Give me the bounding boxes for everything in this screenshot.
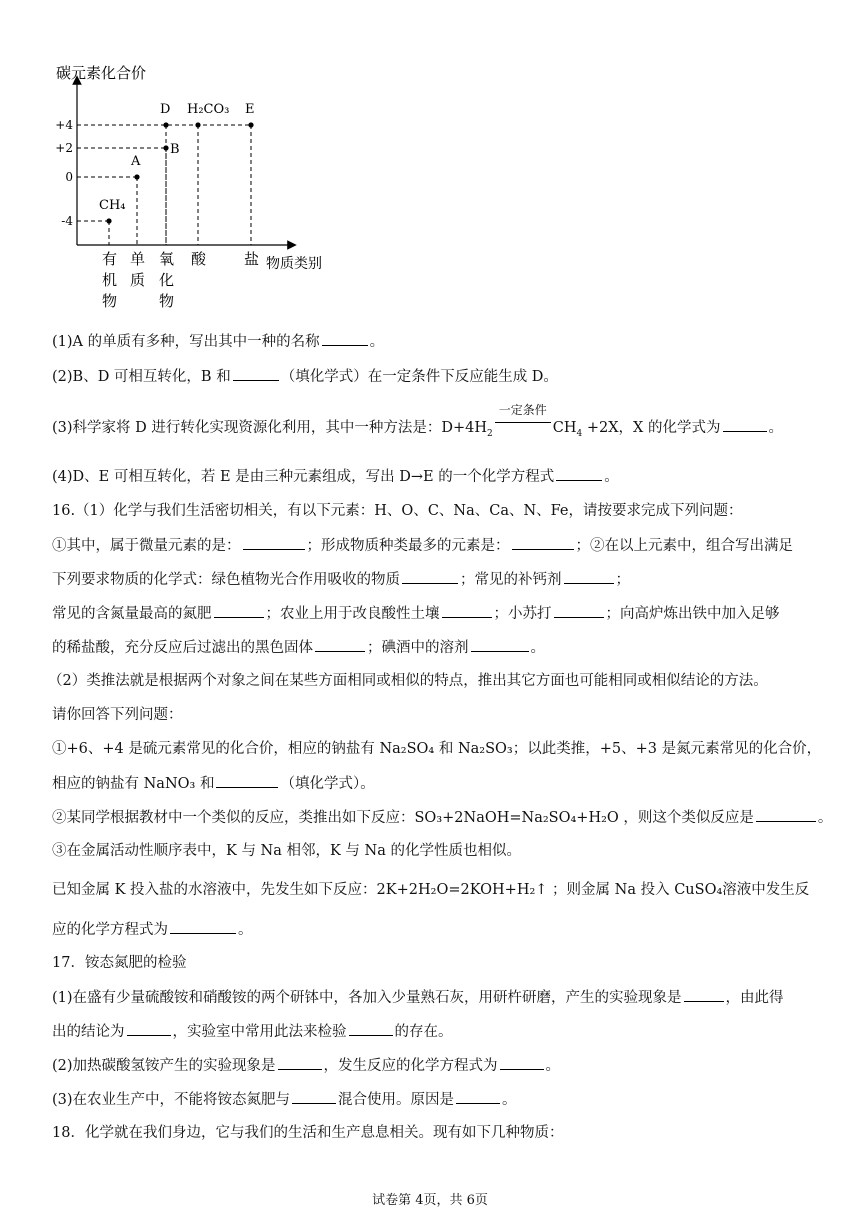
y-axis-title: 碳元素化合价 — [56, 64, 147, 82]
q16-line11: ③在金属活动性顺序表中，K 与 Na 相邻，K 与 Na 的化学性质也相似。 — [52, 843, 521, 859]
valence-category-chart — [40, 60, 380, 320]
data-point — [163, 145, 168, 150]
q16-line10: ②某同学根据教材中一个类似的反应，类推出如下反应：SO₃+2NaOH=Na₂SO₄+H₂O ，则这个类似反应是 。 — [52, 807, 820, 828]
point-label: E — [245, 102, 255, 117]
q15-part1: (1)A 的单质有多种，写出其中一种的名称 。 — [52, 331, 820, 352]
x-category-char: 物 — [102, 292, 118, 310]
x-category-char: 机 — [102, 271, 118, 289]
q16-line3: 下列要求物质的化学式：绿色植物光合作用吸收的物质 ；常见的补钙剂 ； — [52, 569, 820, 590]
x-category-char: 盐 — [244, 250, 260, 268]
x-category-char: 氧 — [159, 250, 175, 268]
data-point — [248, 122, 253, 127]
q16-line2: ①其中，属于微量元素的是： ；形成物质种类最多的元素是： ；②在以上元素中，组合写出满足 — [52, 535, 820, 556]
data-point — [195, 122, 200, 127]
data-point — [163, 122, 168, 127]
q17-line2: 出的结论为 ，实验室中常用此法来检验 的存在。 — [52, 1021, 820, 1042]
page-footer: 试卷第 4页，共 6页 — [372, 1193, 488, 1208]
point-label: H₂CO₃ — [187, 102, 230, 117]
q15-part3: (3)科学家将 D 进行转化实现资源化利用，其中一种方法是：$D+4H_2$ 一定条件 $CH_4 +2X$，X 的化学式为 。 — [52, 403, 783, 439]
y-tick-label: +2 — [55, 141, 73, 155]
q15-part4: (4)D、E 可相互转化，若 E 是由三种元素组成，写出 D→E 的一个化学方程式 。 — [52, 466, 820, 487]
x-category-char: 质 — [130, 271, 146, 289]
x-axis-title: 物质类别 — [266, 256, 322, 272]
y-tick-label: 0 — [65, 170, 73, 184]
data-point — [134, 174, 139, 179]
point-label: A — [131, 154, 141, 169]
y-tick-label: -4 — [61, 214, 73, 228]
x-category-char: 酸 — [191, 250, 207, 268]
q16-line6: （2）类推法就是根据两个对象之间在某些方面相同或相似的特点，推出其它方面也可能相同或相似结论的方法。 — [48, 673, 768, 689]
q16-line12: 已知金属 K 投入盐的水溶液中，先发生如下反应：2K+2H₂O=2KOH+H₂↑ ；则金属 Na 投入 CuSO₄溶液中发生反 — [52, 882, 810, 898]
q17-line3: (2)加热碳酸氢铵产生的实验现象是 ，发生反应的化学方程式为 。 — [52, 1055, 820, 1076]
point-label: B — [170, 142, 180, 157]
x-category-char: 化 — [159, 271, 175, 289]
data-point — [106, 218, 111, 223]
q17-title: 17．铵态氮肥的检验 — [52, 955, 187, 971]
x-category-char: 物 — [159, 292, 175, 310]
y-tick-label: +4 — [55, 118, 73, 132]
x-category-char: 单 — [130, 250, 146, 268]
q16-line7: 请你回答下列问题： — [52, 707, 183, 723]
q17-line4: (3)在农业生产中，不能将铵态氮肥与 混合使用。原因是 。 — [52, 1089, 820, 1110]
q16-line1: 16.（1）化学与我们生活密切相关，有以下元素：H、O、C、Na、Ca、N、Fe，请按要求完成下列问题： — [52, 503, 743, 519]
q16-line9: 相应的钠盐有 NaNO₃ 和 （填化学式）。 — [52, 773, 820, 794]
condition-arrow: 一定条件 — [493, 412, 553, 432]
q17-line1: (1)在盛有少量硫酸铵和硝酸铵的两个研钵中，各加入少量熟石灰，用研杵研磨，产生的实验现象是 ，由此得 — [52, 987, 820, 1008]
q16-line4: 常见的含氮量最高的氮肥 ；农业上用于改良酸性土壤 ；小苏打 ；向高炉炼出铁中加入足够 — [52, 603, 820, 624]
q18-line1: 18．化学就在我们身边，它与我们的生活和生产息息相关。现有如下几种物质： — [52, 1125, 564, 1141]
point-label: D — [160, 102, 171, 117]
q16-line13: 应的化学方程式为 。 — [52, 919, 820, 940]
x-category-char: 有 — [102, 250, 118, 268]
q15-part2: (2)B、D 可相互转化，B 和 （填化学式）在一定条件下反应能生成 D。 — [52, 366, 820, 387]
q16-line5: 的稀盐酸，充分反应后过滤出的黑色固体 ；碘酒中的溶剂 。 — [52, 637, 820, 658]
q16-line8: ①+6、+4 是硫元素常见的化合价，相应的钠盐有 Na₂SO₄ 和 Na₂SO₃；以此类推，+5、+3 是氮元素常见的化合价， — [52, 741, 822, 757]
point-label: CH₄ — [99, 198, 126, 213]
